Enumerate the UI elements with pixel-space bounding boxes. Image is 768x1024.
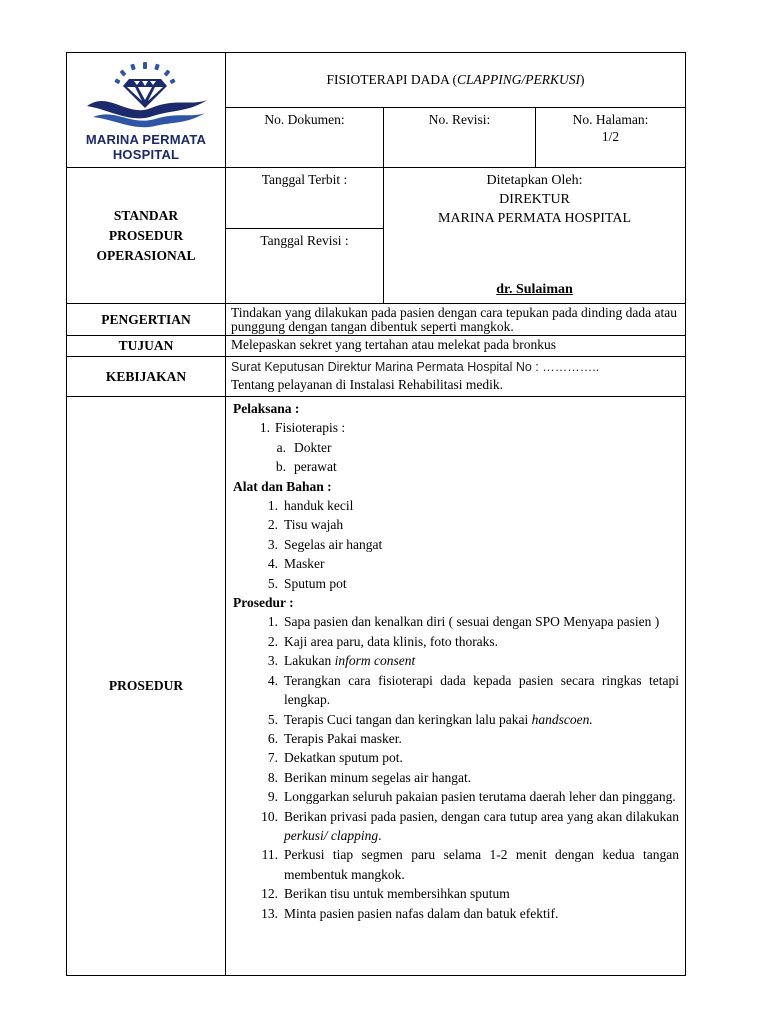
kebijakan-line1: Surat Keputusan Direktur Marina Permata Hospital No : ………….. (231, 360, 600, 374)
pelaksana-item-number: 1. (259, 420, 270, 436)
hospital-name-line2: HOSPITAL (112, 147, 180, 162)
alat-item-number: 4. (267, 556, 278, 572)
step-text-main: Lakukan (284, 653, 335, 669)
step-text (284, 632, 679, 651)
pelaksana-sub-item (233, 438, 679, 457)
pengertian-text: Tindakan yang dilakukan pada pasien dengan cara tepukan pada dinding dada atau punggung dengan tangan dibentuk seperti mangkok. (226, 304, 686, 336)
step-number: 1. (267, 614, 278, 630)
step-text (284, 904, 679, 923)
step-text (284, 748, 679, 767)
step-text (284, 612, 679, 631)
step-text-main: Kaji area paru, data klinis, foto thoraks. (284, 633, 499, 649)
sop-label-cell (67, 168, 226, 304)
step-text (284, 710, 679, 729)
step-text-main: Berikan privasi pada pasien, dengan cara tutup area yang akan dilakukan (284, 808, 680, 824)
step-text-italic: inform consent (334, 653, 416, 669)
kebijakan-line2: Tentang pelayanan di Instalasi Rehabilitasi medik. (231, 377, 503, 392)
alat-item-number: 3. (267, 536, 278, 552)
step-number: 9. (267, 789, 278, 805)
tujuan-label: TUJUAN (67, 336, 226, 357)
alat-item-number: 5. (267, 575, 278, 591)
alat-item-text: handuk kecil (284, 498, 354, 514)
step-text-main: Longgarkan seluruh pakaian pasien terutama daerah leher dan pinggang. (284, 789, 676, 805)
prosedur-step (233, 748, 679, 767)
step-number: 4. (267, 672, 278, 688)
step-number: 11. (261, 847, 278, 863)
prosedur-step (233, 612, 679, 631)
doc-number-cell (226, 108, 384, 168)
alat-item (233, 535, 679, 554)
alat-item-text: Segelas air hangat (284, 536, 383, 552)
step-number: 13. (261, 905, 278, 921)
prosedur-step (233, 845, 679, 884)
step-text-main: Perkusi tiap segmen paru selama 1-2 menit dengan kedua tangan membentuk mangkok. (284, 847, 680, 882)
page-number-value: 1/2 (601, 129, 620, 144)
revision-number-label: No. Revisi: (428, 112, 491, 127)
step-number: 5. (267, 711, 278, 727)
alat-item-text: Sputum pot (284, 575, 347, 591)
step-number: 2. (267, 633, 278, 649)
step-text-main: Terapis Cuci tangan dan keringkan lalu pakai (284, 711, 532, 727)
prosedur-content (226, 397, 686, 976)
step-number: 3. (267, 653, 278, 669)
signatory-name: dr. Sulaiman (496, 282, 573, 297)
kebijakan-label: KEBIJAKAN (67, 357, 226, 397)
step-number: 10. (261, 808, 278, 824)
step-text-main: Berikan tisu untuk membersihkan sputum (284, 886, 510, 902)
step-number: 7. (267, 750, 278, 766)
pelaksana-sub-number: a. (276, 439, 286, 455)
prosedur-step (233, 632, 679, 651)
pelaksana-item-text: Fisioterapis : (275, 420, 346, 436)
sop-label-line1: STANDAR (113, 207, 179, 223)
revision-date-cell (226, 229, 384, 304)
approval-cell (384, 168, 686, 304)
hospital-logo-cell (67, 53, 226, 168)
step-text (284, 671, 679, 710)
pengertian-label: PENGERTIAN (67, 304, 226, 336)
pelaksana-sub-text: Dokter (294, 439, 332, 455)
alat-item-number: 2. (267, 517, 278, 533)
step-number: 12. (261, 886, 278, 902)
step-text-main: Dekatkan sputum pot. (284, 750, 403, 766)
issue-date-cell (226, 168, 384, 229)
step-text-main: Terangkan cara fisioterapi dada kepada pasien secara ringkas tetapi lengkap. (284, 672, 680, 708)
prosedur-step (233, 729, 679, 748)
sop-document (66, 52, 685, 972)
step-text-main: Minta pasien pasien nafas dalam dan batuk efektif. (284, 905, 559, 921)
step-number: 8. (267, 769, 278, 785)
step-text (284, 807, 679, 846)
pelaksana-sub-text: perawat (294, 459, 337, 475)
step-text-main: Berikan minum segelas air hangat. (284, 769, 472, 785)
step-text-italic: handscoen. (531, 711, 593, 727)
title-suffix: ) (580, 72, 585, 87)
alat-heading: Alat dan Bahan : (233, 478, 332, 494)
prosedur-step (233, 787, 679, 806)
prosedur-step (233, 710, 679, 729)
step-text (284, 884, 679, 903)
document-title (226, 53, 686, 108)
pelaksana-heading: Pelaksana : (233, 401, 300, 416)
prosedur-step (233, 807, 679, 846)
revision-date-label: Tanggal Revisi : (260, 233, 349, 248)
page-number-label: No. Halaman: (572, 112, 649, 127)
hospital-name: MARINA PERMATA HOSPITAL (438, 211, 632, 226)
alat-item (233, 554, 679, 573)
doc-number-label: No. Dokumen: (264, 112, 345, 127)
prosedur-step-list (233, 612, 679, 923)
sop-label-line2: PROSEDUR (108, 227, 184, 243)
sop-table (66, 52, 686, 976)
alat-item-text: Tisu wajah (284, 517, 344, 533)
alat-item (233, 574, 679, 593)
prosedur-heading: Prosedur : (233, 595, 294, 611)
step-text (284, 787, 679, 806)
hospital-logo-icon (79, 62, 213, 130)
step-text-italic: perkusi/ clapping (284, 827, 379, 843)
prosedur-step (233, 671, 679, 710)
kebijakan-cell (226, 357, 686, 397)
hospital-name-line1: MARINA PERMATA (85, 132, 207, 147)
step-text (284, 729, 679, 748)
step-text-main: Terapis Pakai masker. (284, 730, 402, 746)
alat-item (233, 515, 679, 534)
pelaksana-sub-number: b. (275, 459, 286, 475)
sop-label-line3: OPERASIONAL (96, 247, 196, 263)
step-text (284, 651, 679, 670)
pelaksana-item (233, 418, 679, 437)
step-text (284, 768, 679, 787)
tujuan-text: Melepaskan sekret yang tertahan atau melekat pada bronkus (226, 336, 686, 357)
alat-item (233, 496, 679, 515)
step-text-after: . (378, 827, 382, 843)
prosedur-step (233, 651, 679, 670)
issue-date-label: Tanggal Terbit : (261, 172, 348, 187)
title-prefix: FISIOTERAPI DADA ( (326, 72, 458, 87)
prosedur-step (233, 884, 679, 903)
step-text (284, 845, 679, 884)
revision-number-cell (384, 108, 536, 168)
step-number: 6. (267, 730, 278, 746)
pelaksana-sub-item (233, 457, 679, 476)
step-text-main: Sapa pasien dan kenalkan diri ( sesuai dengan SPO Menyapa pasien ) (284, 614, 660, 630)
prosedur-label: PROSEDUR (67, 397, 226, 976)
prosedur-step (233, 768, 679, 787)
set-by-label: Ditetapkan Oleh: (486, 173, 583, 188)
prosedur-step (233, 904, 679, 923)
alat-item-number: 1. (267, 498, 278, 514)
director-title: DIREKTUR (499, 192, 570, 207)
title-italic: CLAPPING/PERKUSI (457, 72, 581, 87)
page-number-cell (536, 108, 686, 168)
alat-item-text: Masker (284, 556, 325, 572)
